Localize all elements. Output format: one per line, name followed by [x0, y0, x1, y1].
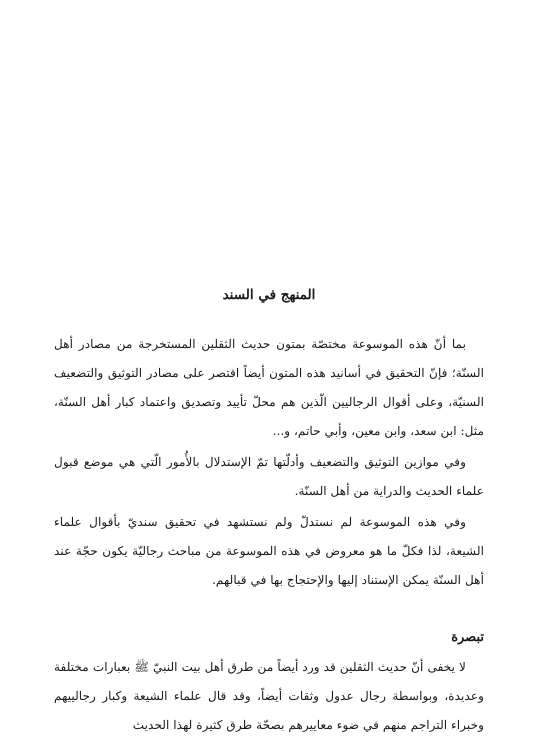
note-heading: تبصرة [451, 630, 484, 645]
section-paragraph-1: بما أنّ هذه الموسوعة مختصّة بمتون حديث الثقلين المستخرجة من مصادر أهل السنّة؛ فإنّ التحقيق في أسانيد هذه المتون أيضاً اقتصر على مصادر التوثيق والتضعيف السنيّة، وعلى أقوال الرجاليين الّذين هم محلّ تأييد وتصديق واعتماد كبار أهل السنّة، مثل: ابن سعد، وابن معين، وأبي حاتم، و... [54, 337, 484, 438]
section-paragraph-2: وفي موازين التوثيق والتضعيف وأدلّتها تمّ الإستدلال بالأُمور الّتي هي موضع قبول علماء الحديث والدراية من أهل السنّة. [54, 455, 484, 498]
note-paragraph-1: لا يخفى أنّ حديث الثقلين قد ورد أيضاً من طرق أهل بيت النبيّ ﷺ بعبارات مختلفة وعديدة، وبواسطة رجال عدول وثقات أيضاً، وقد قال علماء الشيعة وكبار رجالييهم وخبراء التراجم منهم في ضوء معاييرهم بصحّة طرق كثيرة لهذا الحديث [54, 660, 484, 732]
section-paragraph-3: وفي هذه الموسوعة لم نستدلّ ولم نستشهد في تحقيق سنديّ بأقوال علماء الشيعة، لذا فكلّ ما هو معروض في هذه الموسوعة من مباحث رجاليّة يكون حجّة عند أهل السنّة يمكن الإستناد إليها والإحتجاج بها في قبالهم. [54, 515, 484, 587]
section-title: المنهج في السند [222, 287, 316, 303]
page-content [54, 282, 484, 740]
